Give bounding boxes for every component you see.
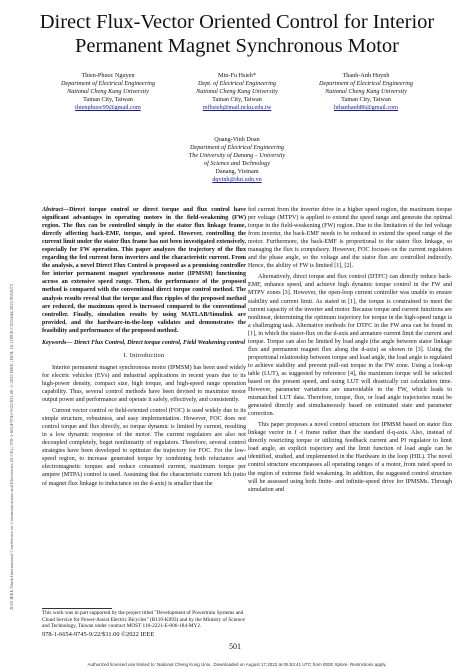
author-name: Quang-Vinh Doan (214, 136, 260, 143)
abstract-label: Abstract (42, 207, 63, 213)
abstract (42, 206, 246, 335)
author-univ: The University of Danang – University (188, 152, 286, 160)
abstract-text: —Direct torque control or direct torque and flux control have significant advantages in operating motors in the field-weakening (FW) region. The flux can be controlled simply in the stator flux linkage frame, directly affecting back-EMF, torque, and speed. However, controlling the current limit under the stator flux frame has not been investigated extensively, especially for FW operation. This paper analyzes the trajectory of the flux regarding the fed current form inverters and the characteristic current. From the analysis, a novel Direct Flux Control is proposed as a promising controller for interior permanent magnet synchronous motor (IPMSM) functioning across an extensive speed range. Then, the performance of the proposed method is compared with the conventional direct torque control method. The analysis results reveal that the torque and flux ripples of the proposed method are reduced, the maximum speed is increased compared to the conventional controller. Finally, simulation results by using MATLAB/Simulink are provided, and the hardware-in-the-loop validates and demonstrates the feasibility and performance of the proposed method. (42, 207, 246, 334)
author-city: Tainan City, Taiwan (83, 96, 133, 104)
body-paragraph: This paper proposes a novel control structure for IPMSM based on stator flux linkage vector in f -t frame rather than the standard d-q-axis. Also, instead of directly restricting torque or utilizing feedback current and PI regulator to limit load angle, an explicit trajectory and the limit function of load angle can be identified, studied, and implemented in the Hardware in the loop (HIL). The novel control structure encompasses all operating ranges of a motor, from rated speed to the region of extreme field weakening. In addition, the suggested control structure will be assessed using both finite- and infinite-speed drive for IPMSMs. Through simulation and (248, 422, 452, 493)
author-name: Thien-Phuoc Nguyen (81, 72, 135, 79)
author-email-link[interactable]: dqvinh@dut.udn.vn (212, 176, 262, 184)
author-name: Thanh-Anh Huynh (342, 72, 390, 79)
author-city: Danang, Vietnam (215, 168, 259, 176)
left-column (42, 206, 246, 491)
body-paragraph: Current vector control or field-oriented control (FOC) is used widely due to its simple structure, robustness, and easy implementation. However, FOC does not control torque and flux directly, so torque dynamic is limited by current, resulting in a low dynamic response of the motor. The current regulators are also not decoupled completely, beget nonlinearity of regulators. Therefore, several control strategies have been developed to optimize the trajectory for FOC. For the low-speed region, to increase generated torque by combining both reluctance and electromagnetic torques and reduce consumed current, maximum torque per ampere (MTPA) control is used. Assuming that the characteristic current Ich (ratio of magnet flux linkage to inductance on the d-axis) is smaller than the (42, 408, 246, 487)
author-email-link[interactable]: hthanhanh86@gmail.com (334, 104, 398, 112)
funding-footnote: This work was in part supported by the project titled "Development of Powertrain Systems and Cloud Service for Power-Assist Electric Bicycles" (B110-K093) and by the Ministry of Science and Technology, Taiwan under contract MOST 110-2221-E-006-184-MY2. (42, 610, 245, 630)
author-email-link[interactable]: thienphuoc99@gmail.com (75, 104, 141, 112)
body-paragraph: Alternatively, direct torque and flux control (DTFC) can directly reduce back-EMF, enhance speed, and achieve high dynamic torque control in the FW and MTPV zones [3]. However, the open-loop current controller was unable to ensure stability and current limit. As stated in [1], the torque is constrained to meet the current capacity of the inverter and motor. Because torque and current functions are nonlinear, determining the optimum trajectory for torque in the high-speed range is a challenging task. Alternative methods for DTFC in the FW area can be found in [1], in which the stator-flux on the d-axis and armature current limit the current and torque. Torque can also be limited by load angle (the angle between stator linkage flux and permanent magnet flux along the d-axis) as shown in [3]. Using the proportional relationship between torque and load angle, the load angle is regulated to achieve stability and prevent pull-out torque in the FW zone. Using a look-up table (LUT), as suggested by reference [4], the maximum torque will be selected based on the present speed, and using LUT will drastically cut calculation time. However, parameter variations are unavoidable in the FW, which leads to mismatched LUT data. Therefore, torque, flux, or load angle trajectories must be generated directly and simultaneously based on estimated state and parameter correction. (248, 274, 452, 418)
keywords: Keywords— Direct Flux Control, Direct torque control, Field Weakening control (42, 339, 246, 346)
copyright-line: 978-1-6654-9745-9/22/$31.00 ©2022 IEEE (42, 631, 155, 638)
right-column (248, 206, 452, 497)
conference-sidebar-text: 2022 IEEE Ninth International Conference on Communications and Electronics (ICCE) | 978-1-6654-9745-9/22/$31.00 ©2022 IEEE | DOI: 10.1109/ICCE55644.2022.9852072 (9, 283, 14, 610)
author-block-2 (169, 72, 305, 112)
author-block-4 (169, 136, 305, 185)
author-name: Min-Fu Hsieh* (218, 72, 256, 79)
page-number: 501 (229, 642, 241, 651)
author-dept: Department of Electrical Engineering (319, 80, 413, 88)
author-univ: National Cheng Kung University (196, 88, 278, 96)
author-univ-line-2: of Science and Technology (204, 160, 270, 168)
section-heading-introduction: I. Introduction (123, 351, 165, 359)
author-dept: Department of Electrical Engineering (61, 80, 155, 88)
author-univ: National Cheng Kung University (67, 88, 149, 96)
author-block-1 (40, 72, 176, 112)
paper-title: Direct Flux-Vector Oriented Control for Interior Permanent Magnet Synchronous Motor (39, 11, 435, 57)
author-block-3 (298, 72, 434, 112)
body-paragraph: fed current from the inverter drive in a higher speed region, the maximum torque per voltage (MTPV) is applied to extend the speed range and generate the optimal torque in the field-weakening (FW) region. Due to the limitation of the fed voltage from inverter, the back-EMF needs to be reduced to extend the speed range of the motor. Furthermore, the back-EMF is proportional to the stator flux linkage, so managing the flux is compulsory. However, FOC focuses on the current regulators and the phase angle, so the voltage and the stator flux are controlled indirectly. Hence, the ability of FW is limited [1], [2]. (248, 207, 452, 270)
footnote-divider (42, 608, 112, 609)
authorized-use-notice: Authorized licensed use limited to: National Cheng Kung Univ.. Downloaded on August 17,2022 at 05:53:41 UTC from IEEE Xplore. Restrictions apply. (87, 662, 387, 667)
author-city: Tainan City, Taiwan (212, 96, 262, 104)
author-univ: National Cheng Kung University (325, 88, 407, 96)
body-paragraph: Interior permanent magnet synchronous motor (IPMSM) has been used widely for electric vehicles (EVs) and industrial applications in recent years due to its high-power density, compact size, high torque, and high-speed range operation capability. Thus, several control methods have been devised to maximize motor output power and performance and operate it safely, effectively, and consistently. (42, 364, 246, 404)
author-dept: Dept. of Electrical Engineering (197, 80, 276, 88)
author-city: Tainan City, Taiwan (341, 96, 391, 104)
author-dept: Department of Electrical Engineering (190, 144, 284, 152)
author-email-link[interactable]: mfhsieh@mail.ncku.edu.tw (202, 104, 272, 112)
